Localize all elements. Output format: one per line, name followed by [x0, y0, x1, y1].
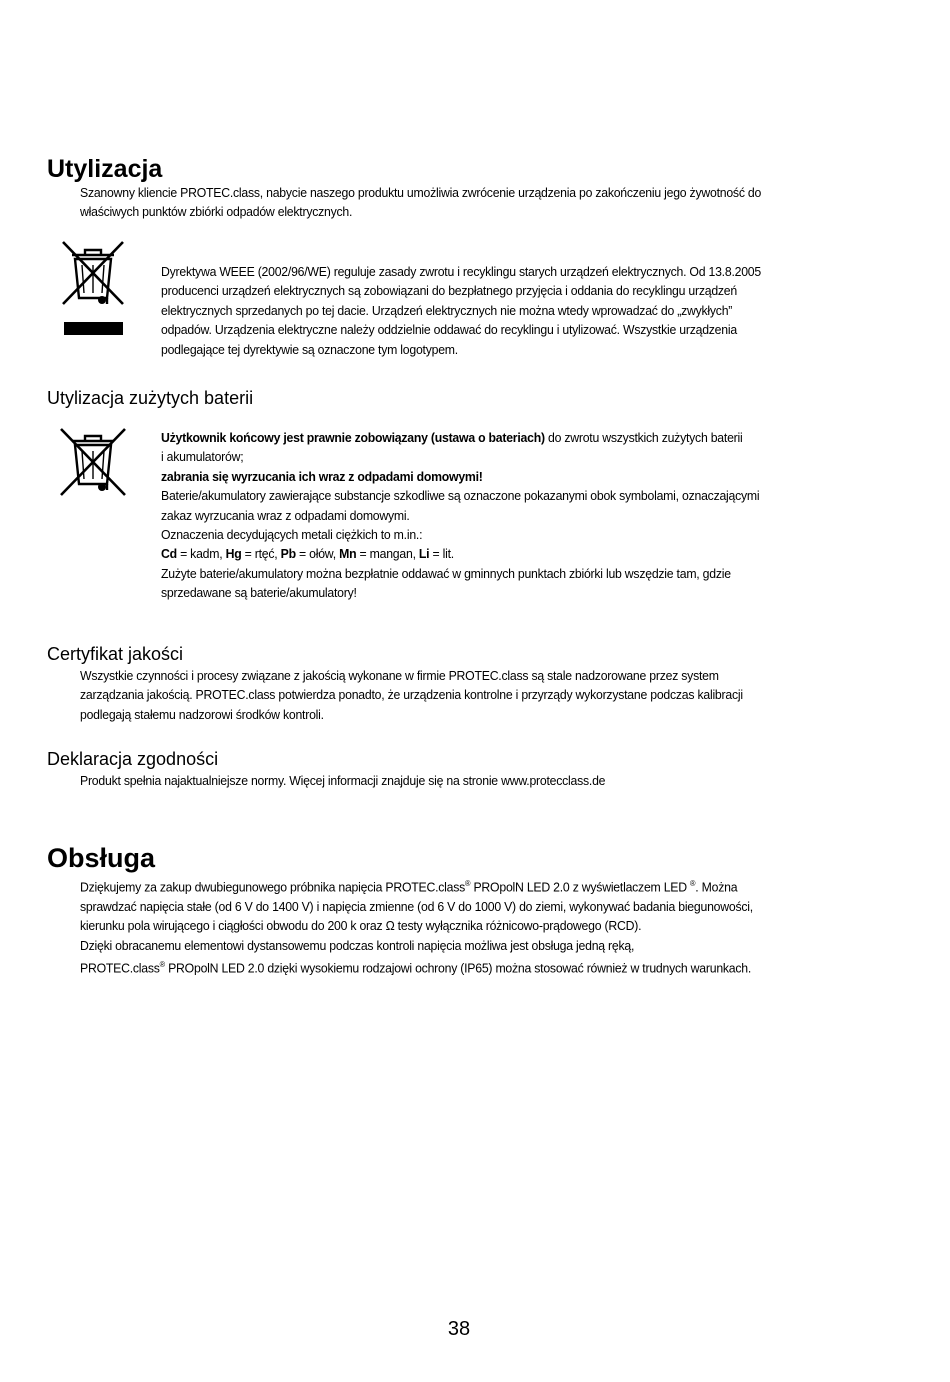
text: PROpolN LED 2.0 z wyświetlaczem LED [470, 879, 691, 895]
text-line: Baterie/akumulatory zawierające substancje szkodliwe są oznaczone pokazanymi obok symbolami, oznaczającymi [161, 488, 760, 504]
section-title-obsluga: Obsługa [47, 843, 156, 873]
text-line: odpadów. Urządzenia elektryczne należy oddzielnie oddawać do recyklingu i utylizować. Wszystkie urządzenia [161, 322, 737, 338]
deklaracja-paragraph [80, 771, 605, 790]
text-line: zakaz wyrzucania wraz z odpadami domowymi. [161, 507, 410, 523]
text-line: i akumulatorów; [161, 449, 244, 465]
text: = kadm, [176, 546, 226, 562]
text: PROTEC.class [80, 960, 160, 976]
section-title-deklaracja: Deklaracja zgodności [47, 749, 219, 769]
text: = mangan, [356, 546, 419, 562]
text-line: Oznaczenia decydujących metali ciężkich to m.in.: [161, 527, 423, 543]
section-title-certyfikat: Certyfikat jakości [47, 644, 184, 664]
text-line: producenci urządzeń elektrycznych są zobowiązani do bezpłatnego przyjęcia i oddania do recyklingu urządzeń [161, 283, 737, 299]
metal-symbol: Pb [280, 546, 296, 562]
text-line: podlegają stałemu nadzorowi środków kontroli. [80, 706, 324, 722]
text-line: elektrycznych sprzedanych po tej dacie. Urządzeń elektrycznych nie można wtedy wprowadzać do „zwykłych” [161, 302, 733, 318]
metals-line [161, 544, 759, 563]
metal-symbol: Cd [161, 546, 177, 562]
warning-line: zabrania się wyrzucania ich wraz z odpadami domowymi! [161, 468, 483, 484]
section-title-utylizacja: Utylizacja [47, 155, 163, 183]
text: = ołów, [295, 546, 340, 562]
text-line [80, 955, 753, 978]
page-number: 38 [447, 1318, 471, 1340]
bold-text: Użytkownik końcowy jest prawnie zobowiązany (ustawa o bateriach) [161, 430, 545, 445]
text: = rtęć, [241, 546, 281, 562]
registered-mark: ® [465, 879, 471, 888]
text: . Można [695, 879, 738, 895]
text: do zwrotu wszystkich zużytych baterii [544, 430, 743, 445]
registered-mark: ® [690, 879, 696, 888]
text-line: kierunku pola wirującego i ciągłości obwodu do 200 k oraz Ω testy wyłącznika różnicowo-prądowego (RCD). [80, 918, 642, 934]
text-line: właściwych punktów zbiórki odpadów elektrycznych. [80, 204, 353, 220]
text-line: sprzedawane są baterie/akumulatory! [161, 585, 357, 601]
utylizacja-intro [80, 183, 761, 222]
text: Dziękujemy za zakup dwubiegunowego próbnika napięcia PROTEC.class [80, 879, 466, 895]
metal-symbol: Mn [339, 546, 357, 562]
text-line: Zużyte baterie/akumulatory można bezpłatnie oddawać w gminnych punktach zbiórki lub wszędzie tam, gdzie [161, 565, 731, 581]
obsluga-paragraph [80, 874, 753, 978]
section-title-baterie: Utylizacja zużytych baterii [47, 388, 254, 408]
crossed-out-wheelie-bin-icon [57, 427, 129, 499]
text-line: Dzięki obracanemu elementowi dystansowemu podczas kontroli napięcia możliwa jest obsługa jedną ręką, [80, 937, 635, 953]
text-line: zarządzania jakością. PROTEC.class potwierdza ponadto, że urządzenia kontrolne i przyrządy wykorzystane podczas kalibracji [80, 687, 743, 703]
text-line: Szanowny kliencie PROTEC.class, nabycie naszego produktu umożliwia zwrócenie urządzenia po zakończeniu jego żywotność do [80, 185, 762, 200]
text-line: Dyrektywa WEEE (2002/96/WE) reguluje zasady zwrotu i recyklingu starych urządzeń elektrycznych. Od 13.8.2005 [161, 264, 761, 279]
crossed-out-wheelie-bin-icon [57, 238, 129, 338]
text-line: Wszystkie czynności i procesy związane z jakością wykonane w firmie PROTEC.class są stale nadzorowane przez system [80, 668, 719, 683]
baterie-paragraph [161, 428, 759, 603]
weee-paragraph [161, 262, 761, 359]
text-line: Produkt spełnia najaktualniejsze normy. Więcej informacji znajduje się na stronie www.protecclass.de [80, 773, 606, 788]
certyfikat-paragraph [80, 666, 743, 724]
text-line: sprawdzać napięcia stałe (od 6 V do 1400 V) i napięcia zmienne (od 6 V do 1000 V) do ziemi, wykonywać badania biegunowości, [80, 898, 753, 914]
text: PROpolN LED 2.0 dzięki wysokiemu rodzajowi ochrony (IP65) można stosować również w trudnych warunkach. [164, 960, 752, 976]
text-line: podlegające tej dyrektywie są oznaczone tym logotypem. [161, 341, 458, 357]
metal-symbol: Li [418, 546, 430, 562]
metal-symbol: Hg [225, 546, 242, 562]
text: = lit. [429, 546, 454, 562]
text-line [80, 874, 753, 897]
text-line [161, 428, 759, 447]
registered-mark: ® [159, 960, 165, 970]
